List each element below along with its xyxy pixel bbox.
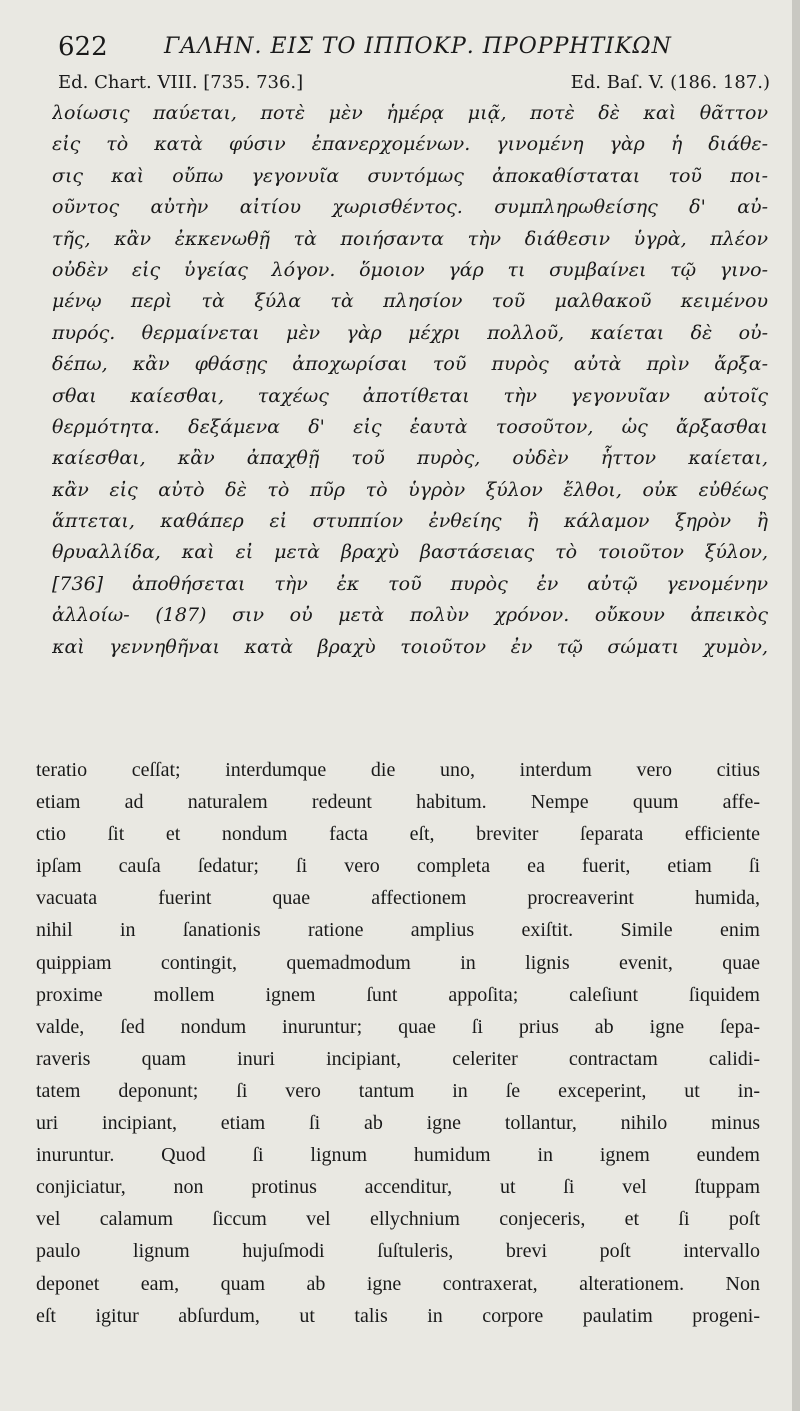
latin-text-block: [36, 754, 760, 1332]
latin-line: ipſam cauſa ſedatur; ſi vero completa ea fuerit, etiam ſi: [36, 855, 760, 878]
greek-line: μένῳ περὶ τὰ ξύλα τὰ πλησίον τοῦ μαλθακοῦ κειμένου: [52, 290, 768, 313]
greek-line: ἅπτεται, καθάπερ εἰ στυππίον ἐνθείης ἢ κάλαμον ξηρὸν ἢ: [52, 510, 768, 533]
latin-line: etiam ad naturalem redeunt habitum. Nempe quum affe-: [36, 791, 760, 814]
latin-line: paulo lignum hujuſmodi ſuſtuleris, brevi poſt intervallo: [36, 1240, 760, 1263]
latin-line: raveris quam inuri incipiant, celeriter contractam calidi-: [36, 1047, 760, 1070]
running-title: ΓΑΛΗΝ. ΕΙΣ ΤΟ ΙΠΠΟΚΡ. ΠΡΟΡΡΗΤΙΚΩΝ: [164, 34, 672, 59]
edition-basel-reference: Ed. Baſ. V. (186. 187.): [570, 72, 770, 93]
latin-line: eſt igitur abſurdum, ut talis in corpore paulatim progeni-: [36, 1304, 760, 1327]
greek-line: σθαι καίεσθαι, ταχέως ἀποτίθεται τὴν γεγονυῖαν αὐτοῖς: [52, 384, 768, 407]
page-header: [52, 30, 772, 64]
latin-line: quippiam contingit, quemadmodum in lignis evenit, quae: [36, 951, 760, 974]
greek-line: οὐδὲν εἰς ὑγείας λόγον. ὅμοιον γάρ τι συμβαίνει τῷ γινο-: [52, 258, 768, 281]
latin-line: nihil in ſanationis ratione amplius exiſtit. Simile enim: [36, 919, 760, 942]
greek-line: καίεσθαι, κἂν ἀπαχθῇ τοῦ πυρὸς, οὐδὲν ἧττον καίεται,: [52, 447, 768, 470]
greek-line: οῦντος αὐτὴν αἰτίου χωρισθέντος. συμπληρωθείσης δ' αὐ-: [52, 196, 768, 219]
latin-line: proxime mollem ignem ſunt appoſita; caleſiunt ſiquidem: [36, 983, 760, 1006]
latin-line: teratio ceſſat; interdumque die uno, interdum vero citius: [36, 759, 760, 781]
greek-line: λοίωσις παύεται, ποτὲ μὲν ἡμέρᾳ μιᾷ, ποτὲ δὲ καὶ θᾶττον: [52, 102, 768, 124]
latin-line: inuruntur. Quod ſi lignum humidum in ignem eundem: [36, 1144, 760, 1167]
latin-line: ctio ſit et nondum facta eſt, breviter ſeparata efficiente: [36, 823, 760, 846]
greek-line: θρυαλλίδα, καὶ εἰ μετὰ βραχὺ βαστάσειας τὸ τοιοῦτον ξύλον,: [52, 541, 768, 564]
greek-line: θερμότητα. δεξάμενα δ' εἰς ἑαυτὰ τοσοῦτον, ὡς ἄρξασθαι: [52, 415, 768, 438]
greek-line: πυρός. θερμαίνεται μὲν γὰρ μέχρι πολλοῦ, καίεται δὲ οὐ-: [52, 321, 768, 344]
page-number: 622: [58, 32, 108, 62]
greek-text-block: [52, 98, 768, 663]
greek-line: καὶ γεννηθῆναι κατὰ βραχὺ τοιοῦτον ἐν τῷ σώματι χυμὸν,: [52, 635, 768, 658]
greek-line: ἀλλοίω- (187) σιν οὐ μετὰ πολὺν χρόνον. οὔκουν ἀπεικὸς: [52, 604, 768, 627]
latin-line: uri incipiant, etiam ſi ab igne tollantur, nihilo minus: [36, 1112, 760, 1135]
latin-line: conjiciatur, non protinus accenditur, ut ſi vel ſtuppam: [36, 1176, 760, 1199]
edition-chart-reference: Ed. Chart. VIII. [735. 736.]: [58, 72, 304, 93]
latin-line: deponet eam, quam ab igne contraxerat, alterationem. Non: [36, 1272, 760, 1295]
greek-line: κἂν εἰς αὐτὸ δὲ τὸ πῦρ τὸ ὑγρὸν ξύλον ἔλθοι, οὐκ εὐθέως: [52, 478, 768, 501]
greek-line: εἰς τὸ κατὰ φύσιν ἐπανερχομένων. γινομένη γὰρ ἡ διάθε-: [52, 133, 768, 156]
greek-line: δέπω, κἂν φθάσῃς ἀποχωρίσαι τοῦ πυρὸς αὐτὰ πρὶν ἄρξα-: [52, 353, 768, 376]
latin-line: vel calamum ſiccum vel ellychnium conjeceris, et ſi poſt: [36, 1208, 760, 1231]
latin-line: valde, ſed nondum inuruntur; quae ſi prius ab igne ſepa-: [36, 1015, 760, 1038]
greek-line: [736] ἀποθήσεται τὴν ἐκ τοῦ πυρὸς ἐν αὐτῷ γενομένην: [52, 572, 768, 595]
greek-line: σις καὶ οὔπω γεγονυῖα συντόμως ἀποκαθίσταται τοῦ ποι-: [52, 164, 768, 187]
latin-line: tatem deponunt; ſi vero tantum in ſe exceperint, ut in-: [36, 1079, 760, 1102]
page-edge: [792, 0, 800, 1411]
edition-reference: [58, 72, 770, 100]
greek-line: τῆς, κἂν ἐκκενωθῇ τὰ ποιήσαντα τὴν διάθεσιν ὑγρὰ, πλέον: [52, 227, 768, 250]
latin-line: vacuata fuerint quae affectionem procreaverint humida,: [36, 887, 760, 910]
